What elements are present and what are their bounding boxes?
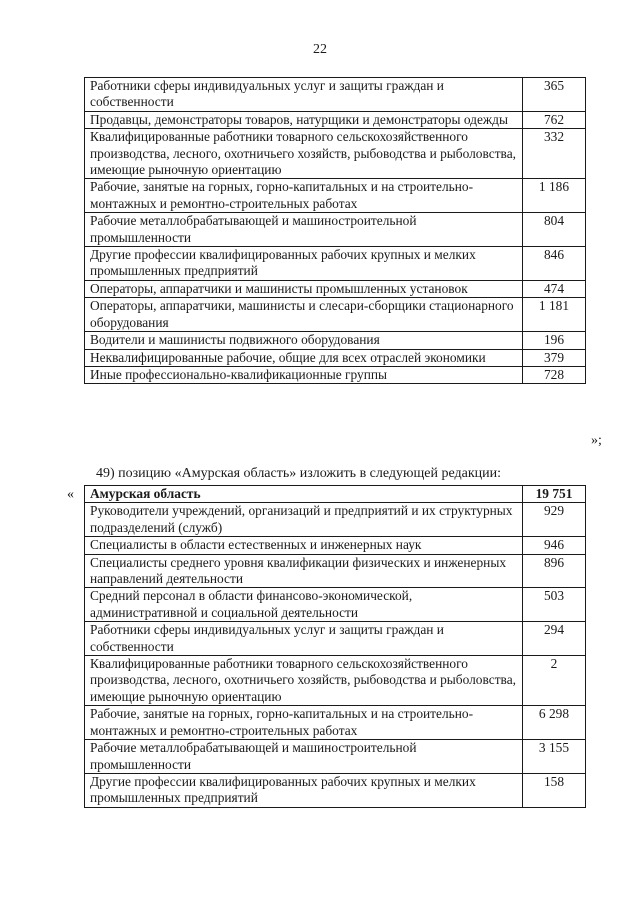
occupation-value: 2	[523, 656, 586, 706]
occupation-value: 3 155	[523, 740, 586, 774]
amendment-instruction: 49) позицию «Амурская область» изложить в следующей редакции:	[96, 466, 502, 481]
occupation-label: Средний персонал в области финансово-экономической, административной и социальной деятельности	[85, 588, 523, 622]
occupation-label: Продавцы, демонстраторы товаров, натурщики и демонстраторы одежды	[85, 111, 523, 128]
occupation-value: 196	[523, 332, 586, 349]
occupation-label: Специалисты в области естественных и инженерных наук	[85, 537, 523, 554]
table-row	[85, 280, 586, 297]
occupation-label: Квалифицированные работники товарного сельскохозяйственного производства, лесного, охотничьего хозяйств, рыбоводства и рыболовства, имеющие рыночную ориентацию	[85, 129, 523, 179]
table-row	[85, 588, 586, 622]
occupation-label: Руководители учреждений, организаций и предприятий и их структурных подразделений (служб)	[85, 503, 523, 537]
table-row	[85, 503, 586, 537]
region-total: 19 751	[523, 486, 586, 503]
occupation-value: 1 186	[523, 179, 586, 213]
occupation-value: 332	[523, 129, 586, 179]
occupation-value: 946	[523, 537, 586, 554]
table-row	[85, 537, 586, 554]
table-row	[85, 554, 586, 588]
occupation-label: Работники сферы индивидуальных услуг и защиты граждан и собственности	[85, 78, 523, 112]
table-row	[85, 740, 586, 774]
occupation-value: 762	[523, 111, 586, 128]
occupation-label: Другие профессии квалифицированных рабочих крупных и мелких промышленных предприятий	[85, 773, 523, 807]
region-name: Амурская область	[85, 486, 523, 503]
table-row	[85, 179, 586, 213]
table-row	[85, 111, 586, 128]
occupation-value: 804	[523, 213, 586, 247]
occupation-value: 503	[523, 588, 586, 622]
opening-quote: «	[67, 487, 74, 502]
occupation-label: Работники сферы индивидуальных услуг и защиты граждан и собственности	[85, 622, 523, 656]
occupation-value: 294	[523, 622, 586, 656]
occupation-value: 896	[523, 554, 586, 588]
table-row	[85, 298, 586, 332]
occupation-label: Неквалифицированные рабочие, общие для всех отраслей экономики	[85, 349, 523, 366]
table-row	[85, 366, 586, 383]
table-row	[85, 349, 586, 366]
table-row	[85, 247, 586, 281]
page-number: 22	[313, 42, 327, 57]
occupation-label: Рабочие, занятые на горных, горно-капитальных и на строительно-монтажных и ремонтно-строительных работах	[85, 706, 523, 740]
occupation-table-continued	[84, 77, 586, 384]
closing-quote: »;	[591, 433, 602, 448]
occupation-label: Иные профессионально-квалификационные группы	[85, 366, 523, 383]
table-row	[85, 656, 586, 706]
occupation-value: 158	[523, 773, 586, 807]
occupation-value: 379	[523, 349, 586, 366]
occupation-value: 474	[523, 280, 586, 297]
table-row	[85, 213, 586, 247]
amur-region-table	[84, 485, 586, 808]
occupation-label: Водители и машинисты подвижного оборудования	[85, 332, 523, 349]
occupation-value: 728	[523, 366, 586, 383]
table-row	[85, 78, 586, 112]
occupation-label: Рабочие металлобрабатывающей и машиностроительной промышленности	[85, 740, 523, 774]
table1-body	[85, 78, 586, 384]
occupation-label: Специалисты среднего уровня квалификации физических и инженерных направлений деятельности	[85, 554, 523, 588]
occupation-value: 365	[523, 78, 586, 112]
occupation-label: Рабочие, занятые на горных, горно-капитальных и на строительно-монтажных и ремонтно-строительных работах	[85, 179, 523, 213]
occupation-value: 929	[523, 503, 586, 537]
table2-body	[85, 486, 586, 808]
occupation-label: Операторы, аппаратчики, машинисты и слесари-сборщики стационарного оборудования	[85, 298, 523, 332]
occupation-label: Другие профессии квалифицированных рабочих крупных и мелких промышленных предприятий	[85, 247, 523, 281]
table-row	[85, 706, 586, 740]
table-row	[85, 622, 586, 656]
occupation-value: 1 181	[523, 298, 586, 332]
table-row	[85, 129, 586, 179]
occupation-label: Рабочие металлобрабатывающей и машиностроительной промышленности	[85, 213, 523, 247]
occupation-label: Квалифицированные работники товарного сельскохозяйственного производства, лесного, охотничьего хозяйств, рыбоводства и рыболовства, имеющие рыночную ориентацию	[85, 656, 523, 706]
occupation-value: 846	[523, 247, 586, 281]
table-row	[85, 332, 586, 349]
occupation-value: 6 298	[523, 706, 586, 740]
table-row	[85, 773, 586, 807]
region-header-row	[85, 486, 586, 503]
occupation-label: Операторы, аппаратчики и машинисты промышленных установок	[85, 280, 523, 297]
